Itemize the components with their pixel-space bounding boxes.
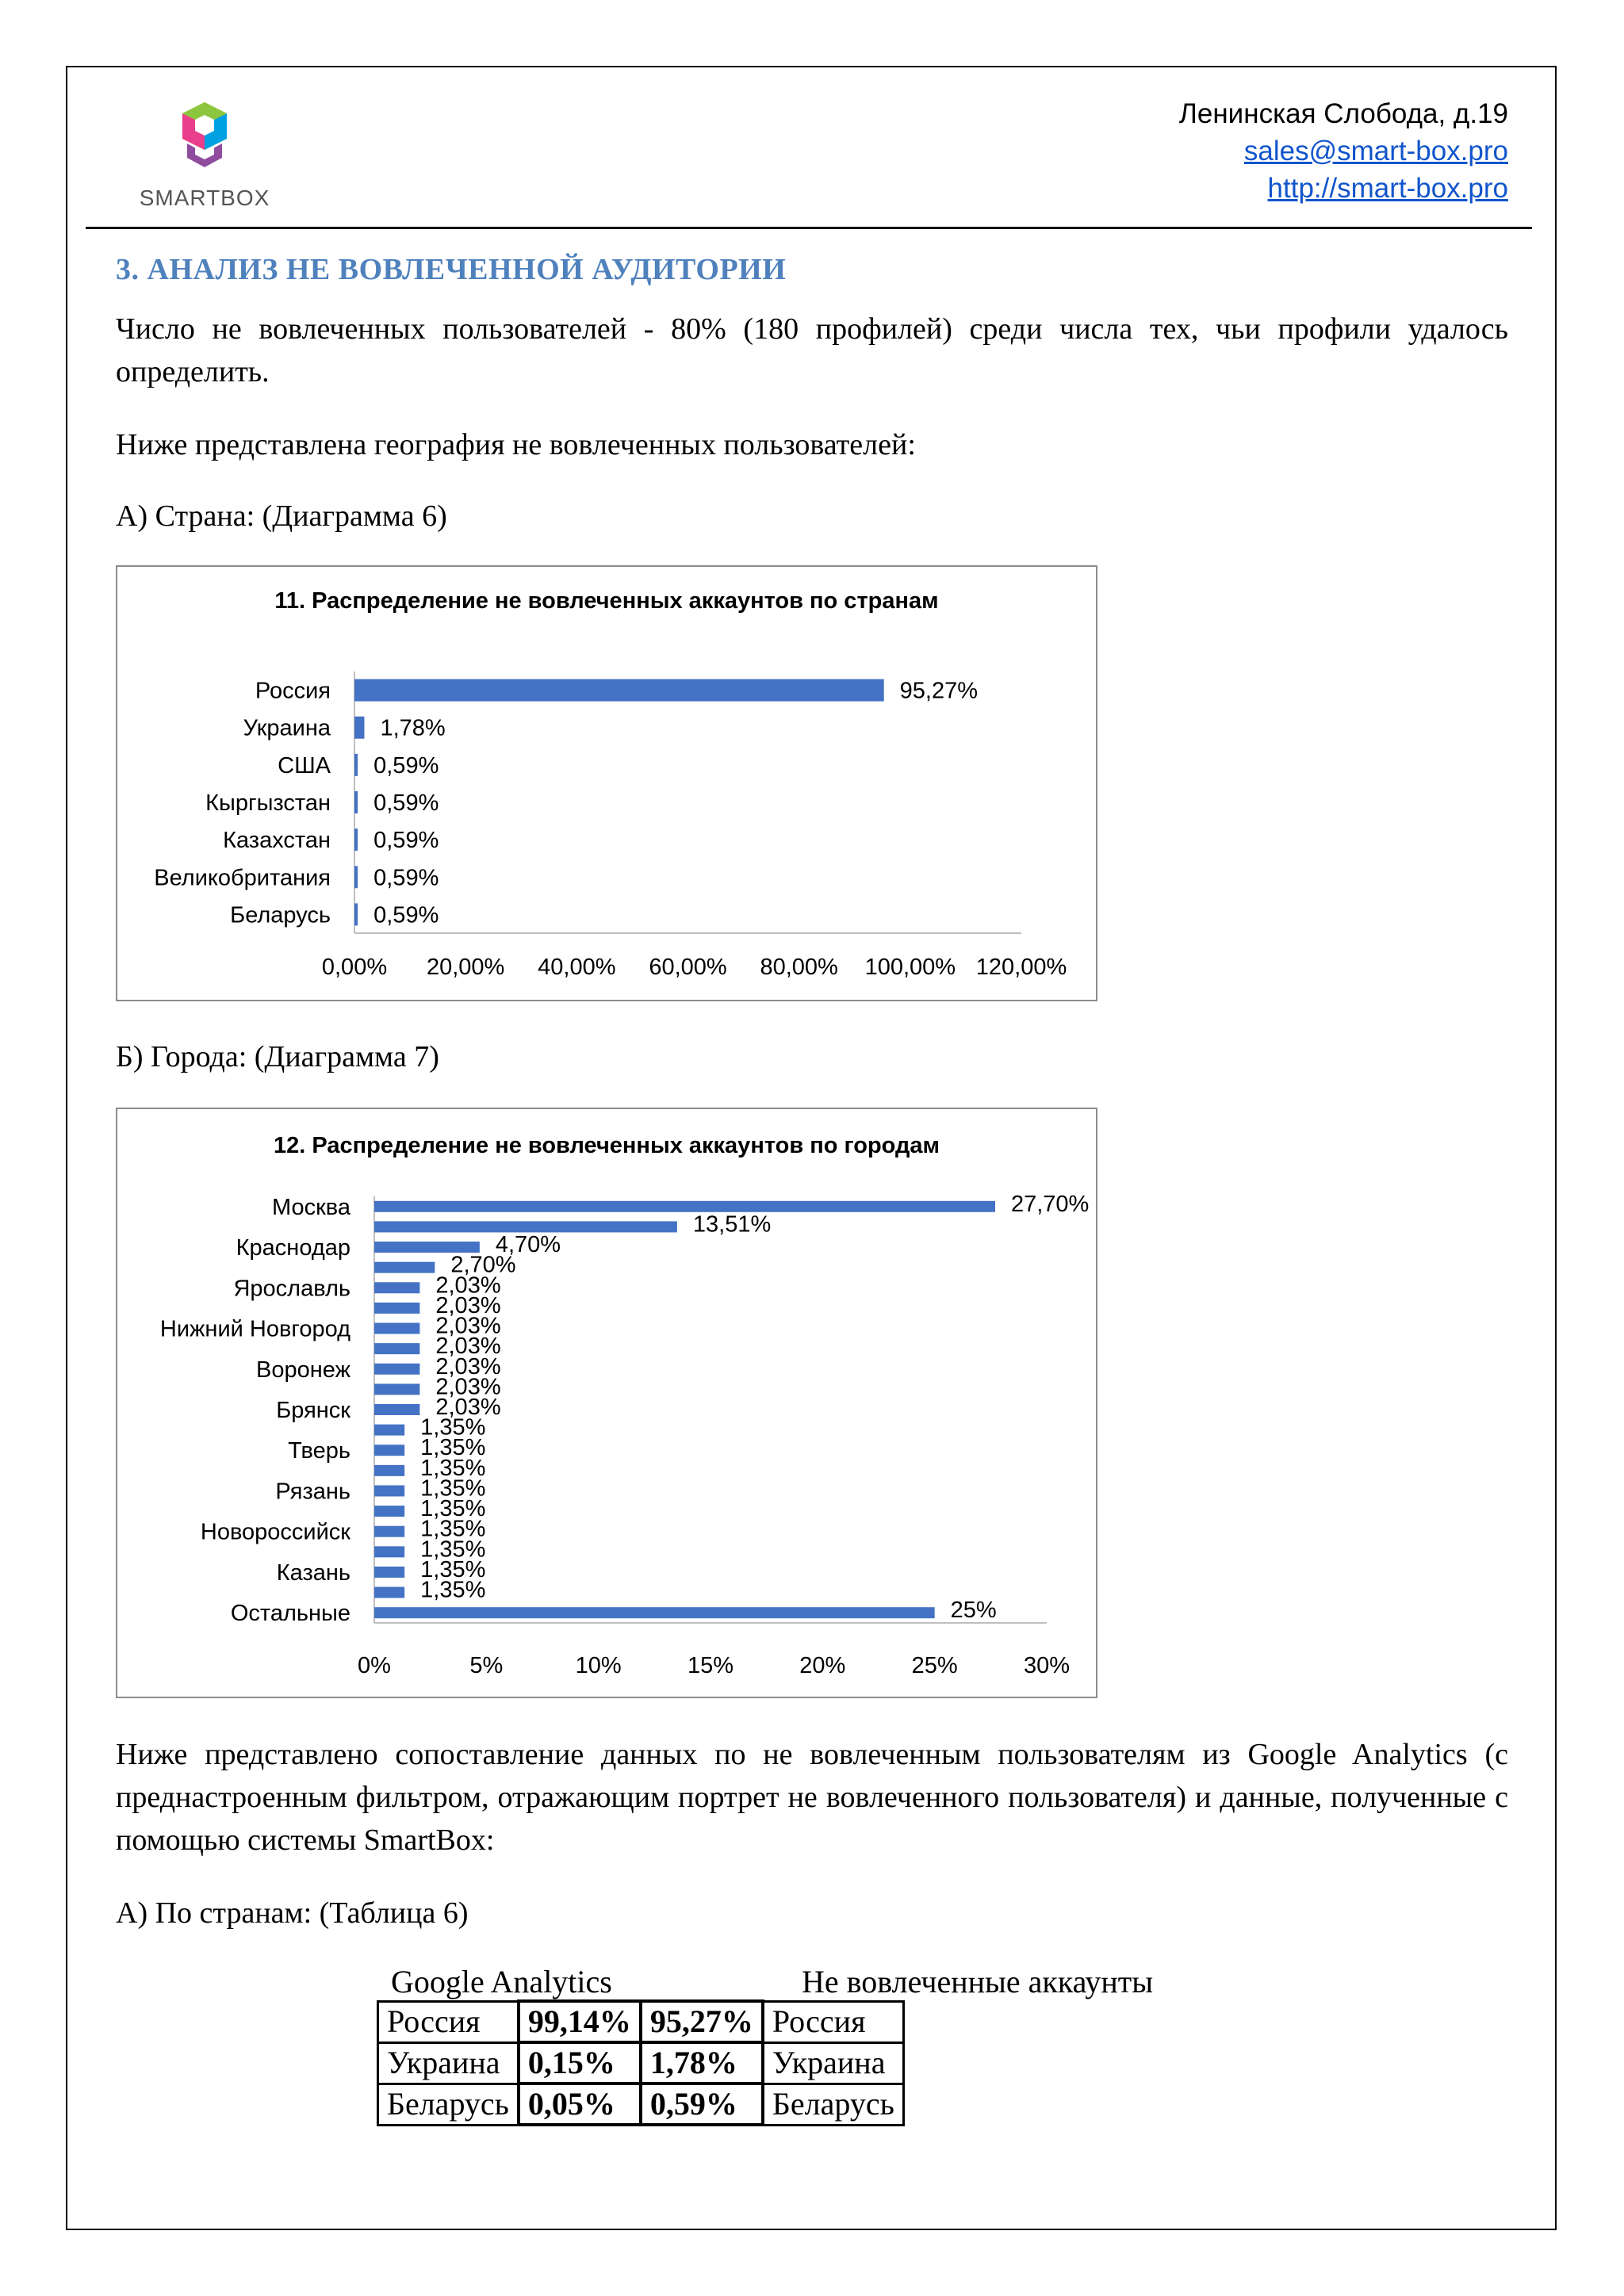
header-divider bbox=[86, 227, 1532, 229]
bar-value-label: 25% bbox=[950, 1598, 997, 1624]
chart-bar bbox=[374, 1343, 419, 1354]
cell-ga-value: 0,15% bbox=[519, 2042, 641, 2084]
x-tick-label: 20% bbox=[799, 1653, 846, 1678]
chart-bar bbox=[374, 1425, 404, 1436]
chart-bar bbox=[354, 866, 358, 888]
bar-value-label: 2,03% bbox=[435, 1334, 501, 1360]
category-label: Краснодар bbox=[236, 1235, 350, 1261]
chart-cities bbox=[116, 1108, 1097, 1698]
x-tick-label: 40,00% bbox=[538, 955, 616, 980]
chart-bar bbox=[354, 754, 358, 776]
bar-value-label: 2,03% bbox=[435, 1292, 501, 1318]
chart-bar bbox=[374, 1607, 935, 1618]
bar-value-label: 1,35% bbox=[420, 1536, 486, 1563]
category-label: Брянск bbox=[276, 1398, 350, 1423]
table-row bbox=[378, 2084, 904, 2125]
table-row bbox=[378, 2001, 904, 2042]
chart-bar bbox=[354, 717, 364, 739]
x-tick-label: 20,00% bbox=[426, 955, 505, 980]
category-label: Великобритания bbox=[154, 865, 331, 891]
bar-value-label: 1,35% bbox=[420, 1556, 486, 1582]
bar-value-label: 4,70% bbox=[495, 1232, 561, 1258]
bar-value-label: 1,35% bbox=[420, 1435, 486, 1461]
table-row bbox=[378, 2042, 904, 2084]
chart-bar bbox=[374, 1526, 404, 1537]
bar-value-label: 1,35% bbox=[420, 1577, 486, 1603]
bar-value-label: 27,70% bbox=[1010, 1191, 1090, 1217]
bar-value-label: 2,70% bbox=[450, 1252, 516, 1278]
bar-value-label: 0,59% bbox=[373, 752, 439, 779]
caption-not-engaged: Не вовлеченные аккаунты bbox=[802, 1964, 1154, 1999]
website-link[interactable]: http://smart-box.pro bbox=[1267, 173, 1508, 204]
address: Ленинская Слобода, д.19 bbox=[1178, 98, 1508, 129]
bar-value-label: 2,03% bbox=[435, 1313, 501, 1339]
category-label: Тверь bbox=[288, 1438, 350, 1464]
cell-country-ga: Россия bbox=[378, 2001, 519, 2042]
bar-value-label: 1,35% bbox=[420, 1414, 486, 1441]
category-label: Воронеж bbox=[256, 1357, 350, 1383]
chart-bar bbox=[354, 828, 358, 851]
category-label: Россия bbox=[255, 678, 331, 704]
chart-bar bbox=[374, 1323, 419, 1334]
x-tick-label: 25% bbox=[911, 1653, 958, 1678]
category-label: Ярославль bbox=[233, 1276, 350, 1302]
smartbox-logo bbox=[119, 99, 293, 218]
cell-smartbox-value: 0,59% bbox=[641, 2084, 763, 2125]
chart-bar bbox=[374, 1383, 419, 1395]
chart-bar bbox=[374, 1546, 404, 1557]
chart-bar bbox=[374, 1465, 404, 1476]
cell-ga-value: 0,05% bbox=[519, 2084, 641, 2125]
category-label: США bbox=[278, 752, 331, 779]
bar-value-label: 0,59% bbox=[373, 790, 439, 816]
category-label: Рязань bbox=[275, 1479, 350, 1505]
x-tick-label: 120,00% bbox=[975, 955, 1067, 980]
x-tick-label: 0% bbox=[358, 1653, 391, 1678]
category-label: Кыргызстан bbox=[205, 790, 331, 816]
x-tick-label: 30% bbox=[1023, 1653, 1071, 1678]
bar-value-label: 2,03% bbox=[435, 1353, 501, 1380]
category-label: Казахстан bbox=[223, 828, 331, 854]
x-tick-label: 100,00% bbox=[864, 955, 956, 980]
bar-value-label: 0,59% bbox=[373, 902, 439, 928]
bar-value-label: 0,59% bbox=[373, 865, 439, 891]
bar-value-label: 1,35% bbox=[420, 1516, 486, 1542]
category-label: Казань bbox=[276, 1559, 350, 1586]
chart-bar bbox=[374, 1262, 435, 1273]
category-label: Москва bbox=[271, 1194, 350, 1220]
x-tick-label: 15% bbox=[687, 1653, 734, 1678]
chart-bar bbox=[374, 1364, 419, 1375]
contact-block bbox=[1179, 95, 1508, 207]
bar-value-label: 13,51% bbox=[692, 1211, 772, 1238]
bar-value-label: 1,35% bbox=[420, 1496, 486, 1522]
cell-smartbox-value: 1,78% bbox=[641, 2042, 763, 2084]
bar-value-label: 0,59% bbox=[373, 828, 439, 854]
bar-value-label: 1,35% bbox=[420, 1455, 486, 1481]
bar-value-label: 2,03% bbox=[435, 1374, 501, 1400]
chart-bar bbox=[374, 1567, 404, 1578]
chart-bar bbox=[354, 791, 358, 813]
cell-country-smartbox: Россия bbox=[763, 2001, 903, 2042]
chart-title: 12. Распределение не вовлеченных аккаунтов по городам bbox=[274, 1133, 940, 1158]
cell-smartbox-value: 95,27% bbox=[641, 2001, 763, 2042]
chart-bar bbox=[374, 1242, 480, 1253]
cell-country-ga: Украина bbox=[378, 2042, 519, 2084]
chart-bar bbox=[374, 1587, 404, 1598]
svg-text:SMARTBOX: SMARTBOX bbox=[139, 186, 270, 210]
label-chart-cities: Б) Города: (Диаграмма 7) bbox=[116, 1040, 439, 1073]
chart-bar bbox=[374, 1221, 677, 1232]
paragraph-engagement: Число не вовлеченных пользователей - 80% (180 профилей) среди числа тех, чьи профили удалось определить. bbox=[116, 312, 1508, 388]
cell-country-smartbox: Беларусь bbox=[763, 2084, 903, 2125]
category-label: Украина bbox=[243, 715, 331, 741]
x-tick-label: 60,00% bbox=[649, 955, 727, 980]
bar-value-label: 2,03% bbox=[435, 1395, 501, 1420]
x-tick-label: 10% bbox=[575, 1653, 622, 1678]
cell-ga-value: 99,14% bbox=[519, 2001, 641, 2042]
section-heading: 3. АНАЛИЗ НЕ ВОВЛЕЧЕННОЙ АУДИТОРИИ bbox=[116, 253, 787, 286]
chart-bar bbox=[354, 903, 358, 925]
bar-value-label: 95,27% bbox=[899, 678, 979, 704]
x-tick-label: 0,00% bbox=[321, 955, 388, 980]
category-label: Нижний Новгород bbox=[159, 1316, 350, 1342]
x-tick-label: 80,00% bbox=[760, 955, 838, 980]
label-table-countries: А) По странам: (Таблица 6) bbox=[116, 1896, 469, 1930]
chart-bar bbox=[374, 1404, 419, 1415]
chart-bar bbox=[374, 1445, 404, 1456]
chart-countries bbox=[116, 565, 1097, 1001]
label-chart-countries: А) Страна: (Диаграмма 6) bbox=[116, 499, 447, 533]
chart-bar bbox=[374, 1201, 995, 1212]
cell-country-smartbox: Украина bbox=[763, 2042, 903, 2084]
category-label: Остальные bbox=[230, 1601, 350, 1627]
email-link[interactable]: sales@smart-box.pro bbox=[1243, 136, 1508, 166]
bar-value-label: 1,78% bbox=[380, 715, 446, 741]
chart-bar bbox=[374, 1506, 404, 1517]
chart-bar bbox=[374, 1485, 404, 1496]
category-label: Беларусь bbox=[230, 902, 331, 928]
chart-bar bbox=[374, 1303, 419, 1314]
bar-value-label: 1,35% bbox=[420, 1475, 486, 1502]
category-label: Новороссийск bbox=[200, 1519, 350, 1545]
caption-google-analytics: Google Analytics bbox=[391, 1964, 612, 1999]
cell-country-ga: Беларусь bbox=[378, 2084, 519, 2125]
comparison-table-grid bbox=[377, 1999, 905, 2126]
bar-value-label: 2,03% bbox=[435, 1272, 501, 1299]
paragraph-geography: Ниже представлена география не вовлеченных пользователей: bbox=[116, 428, 916, 461]
chart-title: 11. Распределение не вовлеченных аккаунтов по странам bbox=[274, 588, 939, 614]
chart-bar bbox=[354, 679, 884, 702]
paragraph-comparison: Ниже представлено сопоставление данных по не вовлеченным пользователям из Google Analytics (с преднастроенным фильтром, отражающим портрет не вовлеченного пользователя) и данные, полученные с помощью системы SmartBox: bbox=[116, 1738, 1508, 1857]
x-tick-label: 5% bbox=[469, 1653, 504, 1678]
chart-bar bbox=[374, 1282, 419, 1293]
